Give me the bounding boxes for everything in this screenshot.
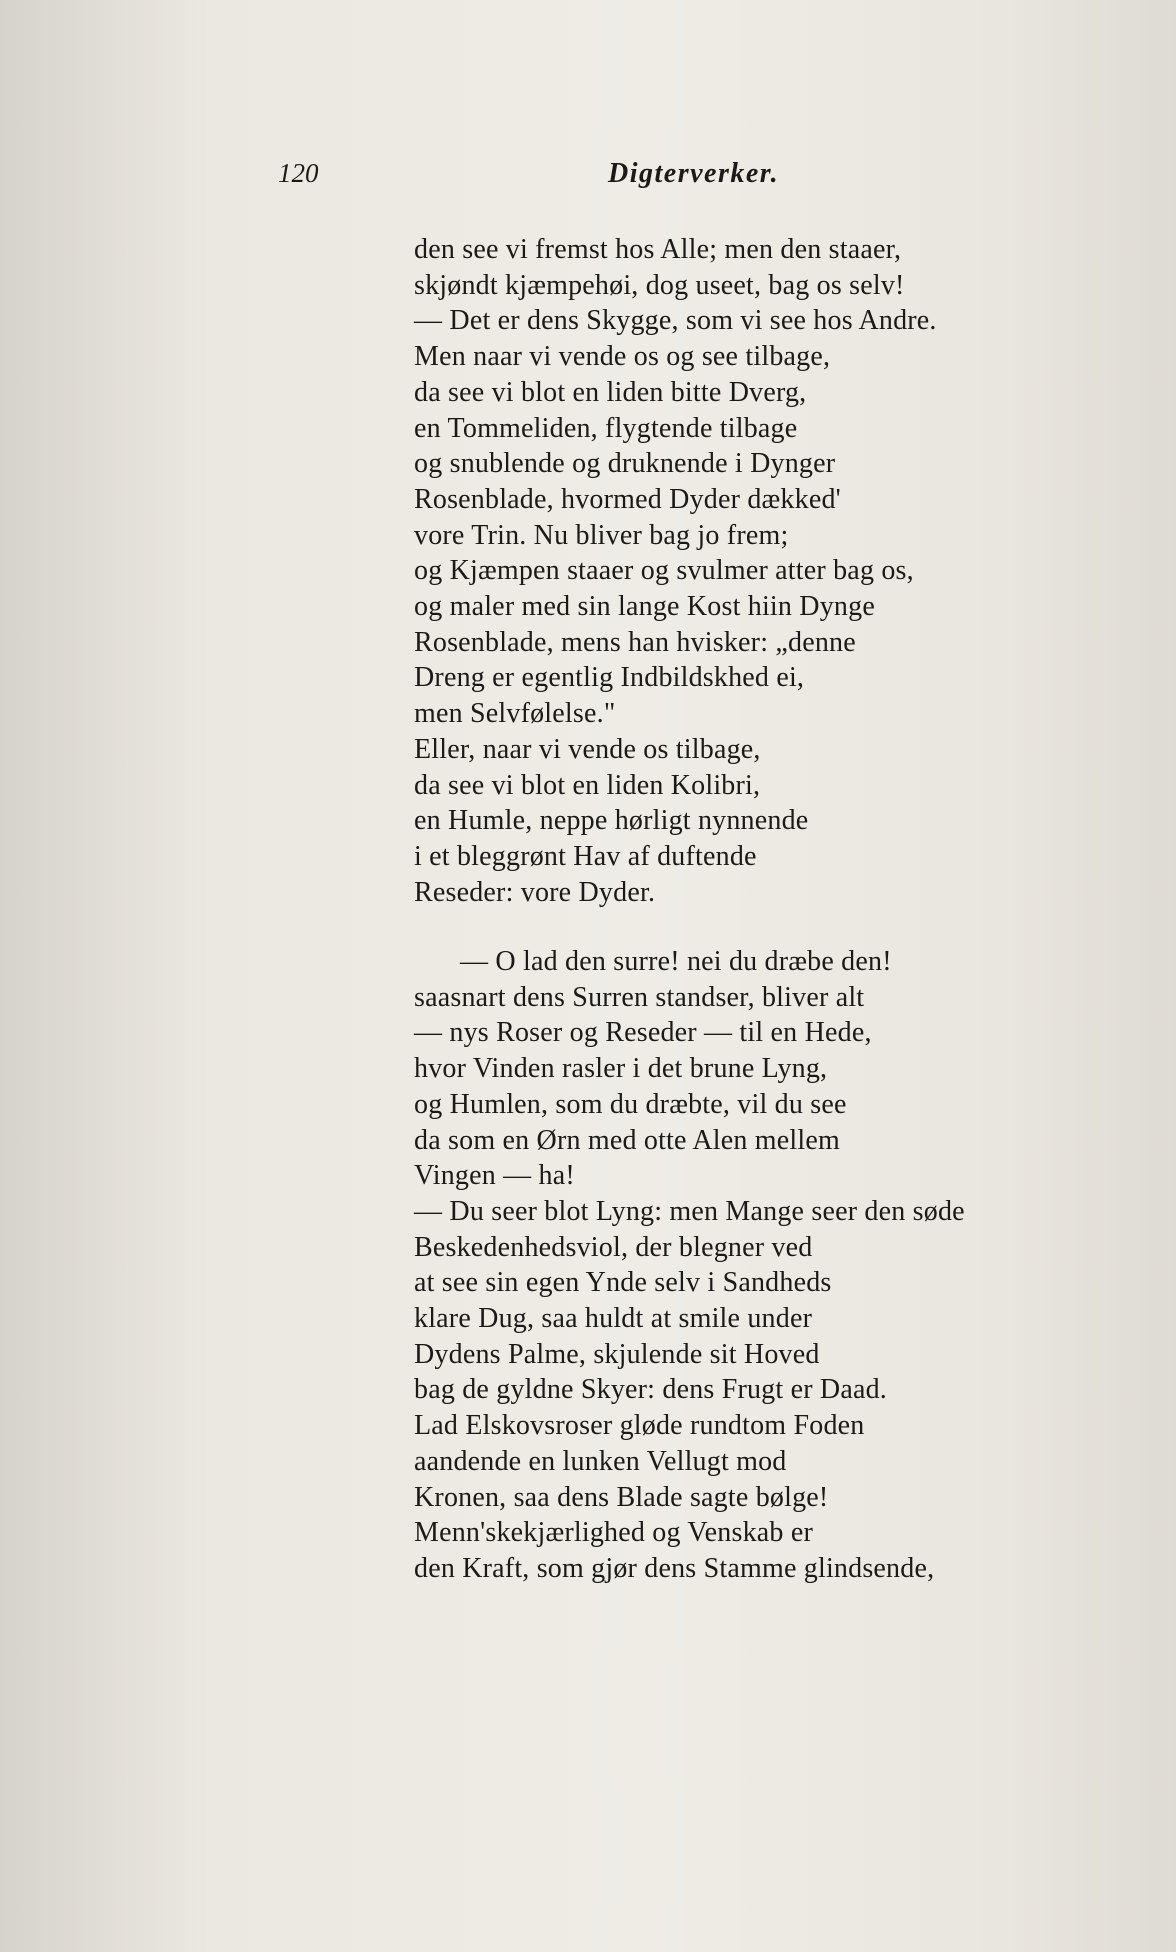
poem-line: og snublende og druknende i Dynger [414, 448, 836, 480]
poem-line: Rosenblade, hvormed Dyder dækked' [414, 483, 841, 515]
poem-line: en Humle, neppe hørligt nynnende [414, 805, 809, 837]
poem-line: — Du seer blot Lyng: men Mange seer den søde [414, 1195, 965, 1227]
poem-line: — O lad den surre! nei du dræbe den! [460, 946, 892, 977]
poem-line: aandende en lunken Vellugt mod [414, 1445, 787, 1477]
running-title: Digterverker. [608, 158, 780, 189]
poem-line: men Selvfølelse." [414, 698, 616, 730]
poem-line: Eller, naar vi vende os tilbage, [414, 733, 761, 765]
stanza-2 [414, 944, 965, 1587]
poem-line: Vingen — ha! [414, 1160, 575, 1192]
poem-line: at see sin egen Ynde selv i Sandheds [414, 1267, 832, 1299]
poem-line: Dydens Palme, skjulende sit Hoved [414, 1338, 820, 1370]
page-number: 120 [278, 158, 319, 188]
stanza-1 [414, 232, 937, 910]
page-header [278, 158, 818, 198]
poem-line: — nys Roser og Reseder — til en Hede, [414, 1017, 872, 1049]
poem-line: Lad Elskovsroser gløde rundtom Foden [414, 1410, 865, 1442]
poem-line: den Kraft, som gjør dens Stamme glindsende, [414, 1552, 935, 1584]
poem-line: da see vi blot en liden Kolibri, [414, 769, 761, 801]
poem-line: i et bleggrønt Hav af duftende [414, 840, 757, 872]
poem-line: Menn'skekjærlighed og Venskab er [414, 1517, 813, 1549]
poem-line: hvor Vinden rasler i det brune Lyng, [414, 1053, 828, 1085]
poem-line: og Humlen, som du dræbte, vil du see [414, 1088, 847, 1120]
poem-line: og Kjæmpen staaer og svulmer atter bag os, [414, 555, 914, 587]
poem-line: — Det er dens Skygge, som vi see hos Andre. [414, 305, 937, 337]
poem-line: Reseder: vore Dyder. [414, 876, 656, 908]
poem-line: saasnart dens Surren standser, bliver alt [414, 981, 865, 1013]
poem-line: da see vi blot en liden bitte Dverg, [414, 376, 807, 408]
poem-line: bag de gyldne Skyer: dens Frugt er Daad. [414, 1374, 887, 1406]
poem-line: Dreng er egentlig Indbildskhed ei, [414, 662, 805, 694]
poem-line: da som en Ørn med otte Alen mellem [414, 1124, 840, 1156]
poem-line: og maler med sin lange Kost hiin Dynge [414, 591, 875, 623]
poem-line: Beskedenhedsviol, der blegner ved [414, 1231, 813, 1263]
poem-line: Kronen, saa dens Blade sagte bølge! [414, 1481, 829, 1513]
poem-line: en Tommeliden, flygtende tilbage [414, 412, 798, 444]
poem-line: vore Trin. Nu bliver bag jo frem; [414, 519, 789, 551]
poem-line: skjøndt kjæmpehøi, dog useet, bag os selv! [414, 269, 905, 301]
poem-line: Rosenblade, mens han hvisker: „denne [414, 626, 856, 658]
poem-line: Men naar vi vende os og see tilbage, [414, 341, 831, 373]
poem-line: den see vi fremst hos Alle; men den staaer, [414, 234, 902, 265]
poem-line: klare Dug, saa huldt at smile under [414, 1303, 813, 1335]
